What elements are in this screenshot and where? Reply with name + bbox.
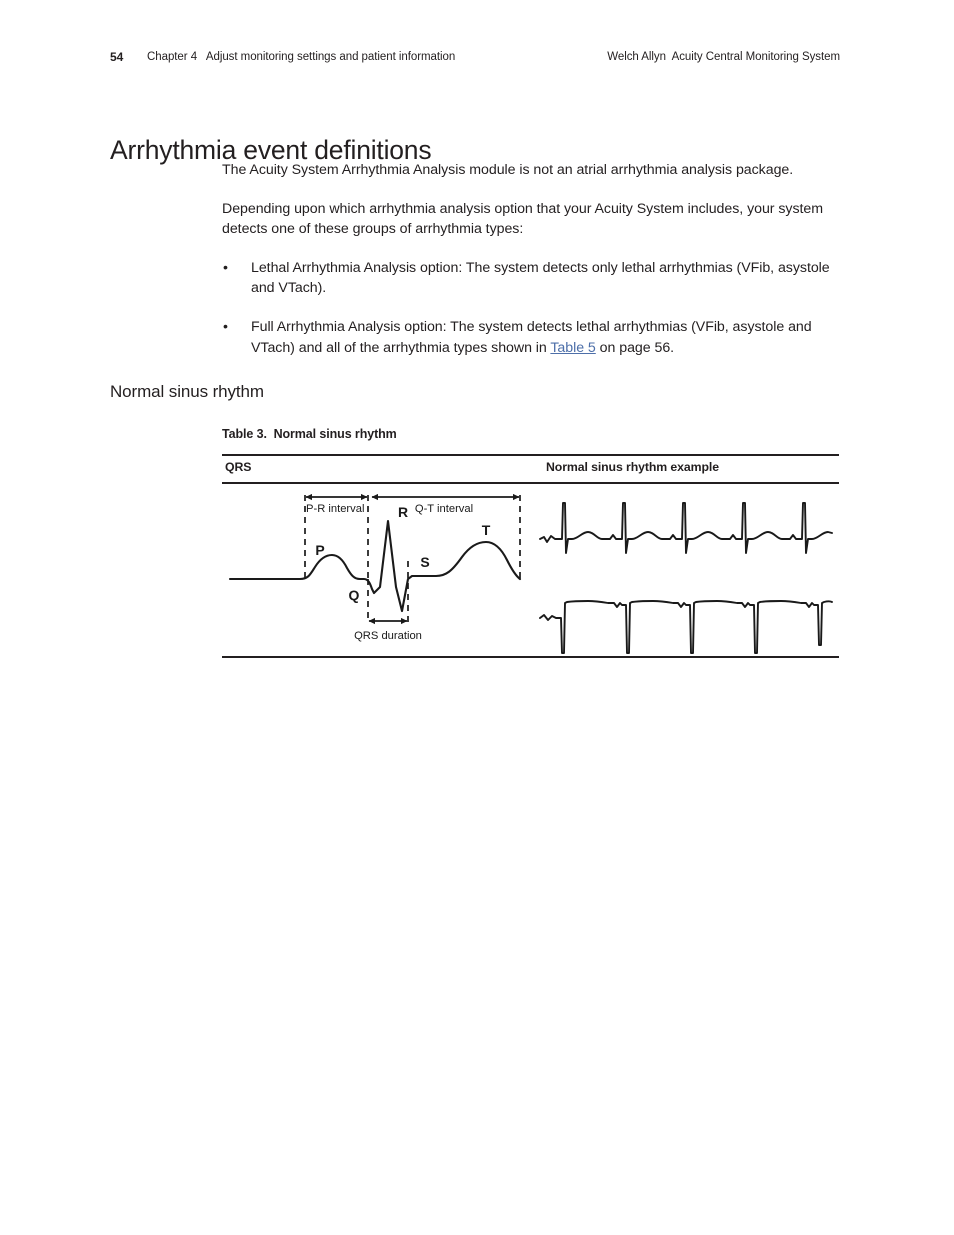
section-heading-normal-sinus-rhythm: Normal sinus rhythm — [110, 382, 264, 402]
label-r-wave: R — [397, 504, 409, 520]
bullet-text-before: Full Arrhythmia Analysis option: The system detects lethal arrhythmias (VFib, asystole and VTach) and all of the arrhythmia types shown in — [251, 318, 812, 356]
table-5-crossref-link[interactable]: Table 5 — [550, 339, 596, 356]
chapter-title: Chapter 4 Adjust monitoring settings and patient information — [147, 51, 456, 63]
ecg-strip-lead-inverted — [540, 601, 832, 653]
label-t-wave: T — [481, 522, 491, 538]
running-head — [110, 50, 840, 68]
label-qrs-duration: QRS duration — [354, 630, 422, 642]
label-qt-interval: Q-T interval — [414, 503, 474, 515]
table-top-rule — [222, 454, 839, 456]
page-title: Arrhythmia event definitions — [110, 134, 432, 165]
table-caption: Table 3. Normal sinus rhythm — [222, 427, 397, 441]
bullet-item-full-text — [251, 317, 842, 358]
qrs-complex-diagram — [222, 483, 532, 655]
label-pr-interval: P-R interval — [306, 503, 365, 515]
label-p-wave: P — [315, 542, 325, 558]
page-number: 54 — [110, 50, 124, 64]
qrs-diagram-svg — [222, 483, 532, 655]
bullet-marker-icon: • — [223, 318, 228, 335]
paragraph-2: Depending upon which arrhythmia analysis option that your Acuity System includes, your system detects one of these groups of arrhythmia types: — [222, 200, 823, 238]
bullet-item-full — [222, 317, 842, 358]
label-s-wave: S — [420, 554, 430, 570]
bullet-item-lethal — [222, 258, 842, 299]
column-header-qrs: QRS — [225, 460, 252, 474]
product-name: Welch Allyn Acuity Central Monitoring System — [607, 51, 840, 63]
table-3 — [222, 454, 839, 658]
label-q-wave: Q — [348, 587, 360, 603]
normal-sinus-rhythm-example — [534, 483, 839, 655]
ecg-strip-lead-upright — [540, 503, 832, 553]
nsr-strips-svg — [534, 483, 839, 655]
body-column — [222, 160, 842, 376]
bullet-item-lethal-text: Lethal Arrhythmia Analysis option: The system detects only lethal arrhythmias (VFib, asystole and VTach). — [251, 259, 830, 297]
table-bottom-rule — [222, 656, 839, 658]
paragraph-1: The Acuity System Arrhythmia Analysis module is not an atrial arrhythmia analysis package. — [222, 162, 794, 178]
bullet-text-after: on page 56. — [595, 339, 675, 356]
bullet-marker-icon: • — [223, 259, 228, 276]
column-header-nsr-example: Normal sinus rhythm example — [546, 460, 719, 474]
pqrst-waveform-trace — [230, 521, 520, 611]
